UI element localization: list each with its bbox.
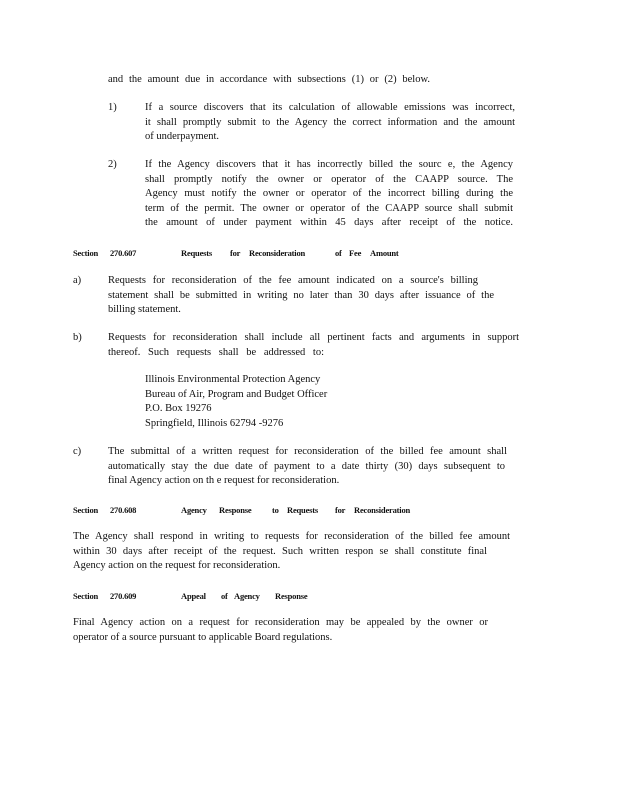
text-line: Agency must notify the owner or operator of the incorrect billing during the — [145, 188, 513, 199]
text-line: thereof. Such requests shall be addressed to: — [108, 346, 324, 358]
heading-word: of — [335, 248, 342, 258]
heading-word: Reconsideration — [249, 248, 306, 258]
section-number: 270.609 — [110, 591, 137, 601]
heading-word: Agency — [181, 505, 207, 515]
text-line: billing statement. — [108, 304, 181, 315]
section-270-607-heading — [73, 246, 403, 260]
text-line: term of the permit. The owner or operator of the CAAPP source shall submit — [145, 202, 513, 214]
text-line: If the Agency discovers that it has incorrectly billed the sourc e, the Agency — [145, 159, 513, 170]
address-line: Bureau of Air, Program and Budget Officer — [145, 388, 328, 400]
heading-word: Reconsideration — [354, 505, 411, 515]
section-number: 270.607 — [110, 248, 137, 258]
text-line: shall promptly notify the owner or operator of the CAAPP source. The — [145, 173, 513, 185]
address-line: Illinois Environmental Protection Agency — [145, 374, 321, 385]
heading-word: of — [221, 591, 228, 601]
item-b-text — [108, 331, 519, 360]
section-270-609-heading — [73, 589, 403, 603]
section-270-608-heading — [73, 503, 411, 517]
item-2-number: 2) — [108, 159, 117, 170]
text-line: Requests for reconsideration of the fee amount indicated on a source's billing — [108, 275, 478, 286]
text-line: final Agency action on th e request for reconsideration. — [108, 475, 340, 486]
heading-word: for — [335, 505, 346, 515]
text-line: Agency action on the request for reconsideration. — [73, 560, 281, 571]
heading-word: Agency — [234, 591, 260, 601]
item-b-number: b) — [73, 332, 82, 343]
text-line: operator of a source pursuant to applicable Board regulations. — [73, 631, 333, 643]
text-line: Final Agency action on a request for reconsideration may be appealed by the owner or — [73, 617, 488, 628]
section-number: 270.608 — [110, 505, 137, 515]
section-608-paragraph — [73, 530, 510, 574]
item-a-number: a) — [73, 275, 82, 286]
text-line: of underpayment. — [145, 131, 220, 142]
section-label: Section — [73, 248, 99, 258]
intro-line: and the amount due in accordance with subsections (1) or (2) below. — [108, 74, 430, 85]
heading-word: Appeal — [181, 591, 206, 601]
section-label: Section — [73, 591, 99, 601]
heading-word: for — [230, 248, 241, 258]
text-line: The Agency shall respond in writing to requests for reconsideration of the billed fee amount — [73, 531, 510, 542]
item-c-number: c) — [73, 446, 82, 457]
heading-word: Requests — [287, 505, 318, 515]
heading-word: Amount — [370, 248, 399, 258]
section-609-paragraph — [73, 616, 488, 645]
heading-word: to — [272, 505, 279, 515]
heading-word: Requests — [181, 248, 212, 258]
heading-word: Response — [219, 505, 252, 515]
heading-word: Fee — [349, 248, 362, 258]
item-a-text — [108, 274, 494, 318]
text-line: statement shall be submitted in writing no later than 30 days after issuance of the — [108, 289, 494, 301]
text-line: automatically stay the due date of payment to a date thirty (30) days subsequent to — [108, 460, 505, 472]
text-line: the amount of under payment within 45 days after receipt of the notice. — [145, 217, 513, 228]
text-line: If a source discovers that its calculation of allowable emissions was incorrect, — [145, 102, 515, 113]
item-c-text — [108, 445, 507, 489]
address-line: P.O. Box 19276 — [145, 403, 212, 414]
item-1-text — [145, 101, 515, 145]
text-line: it shall promptly submit to the Agency the correct information and the amount — [145, 116, 515, 128]
item-1-number: 1) — [108, 102, 117, 113]
item-2-text — [145, 158, 513, 231]
text-line: Requests for reconsideration shall include all pertinent facts and arguments in support — [108, 332, 519, 343]
address-line: Springfield, Illinois 62794 -9276 — [145, 417, 284, 429]
section-label: Section — [73, 505, 99, 515]
mailing-address — [145, 373, 327, 431]
heading-word: Response — [275, 591, 308, 601]
text-line: The submittal of a written request for reconsideration of the billed fee amount shall — [108, 446, 507, 457]
text-line: within 30 days after receipt of the request. Such written respon se shall constitute final — [73, 545, 487, 557]
